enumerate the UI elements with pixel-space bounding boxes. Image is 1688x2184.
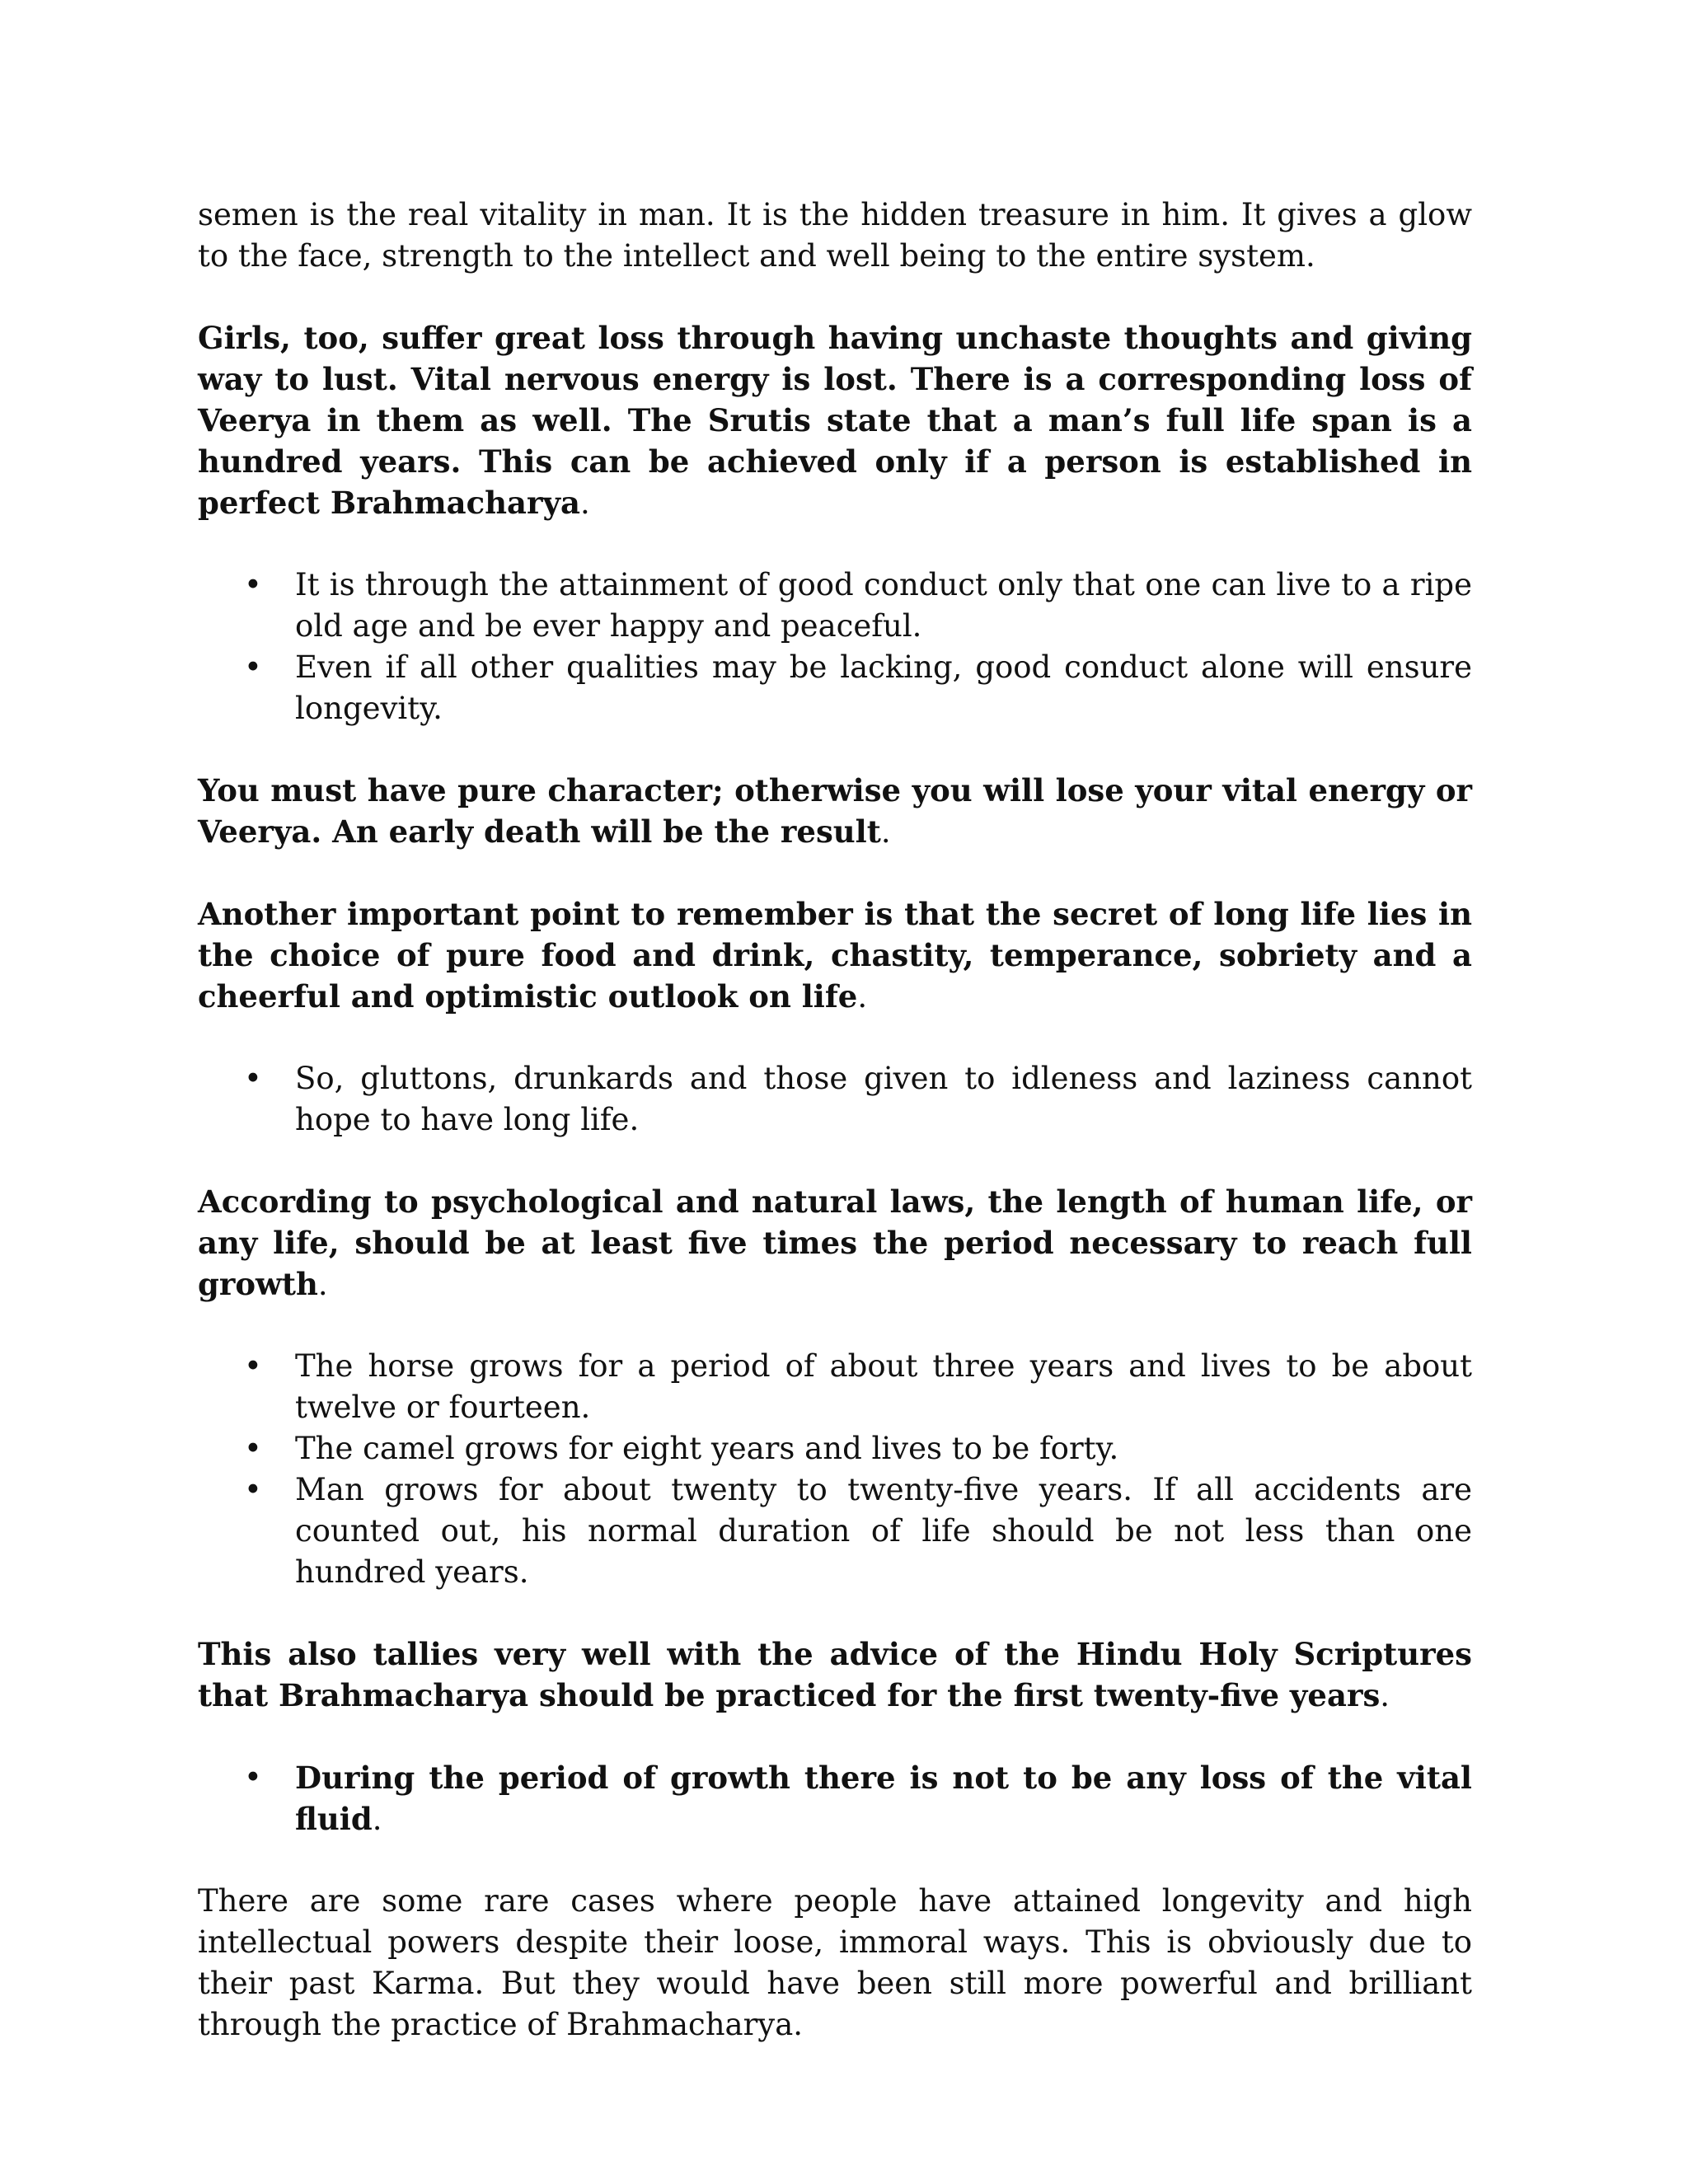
bullet-list-gluttons	[198, 1058, 1472, 1141]
bullet-list-vital-fluid	[198, 1757, 1472, 1840]
paragraph-period: .	[317, 1267, 328, 1302]
paragraph-text: According to psychological and natural laws, the length of human life, or any life, should be at least five times the period necessary to reach full growth	[198, 1183, 1472, 1302]
document-page	[198, 194, 1472, 2086]
paragraph-vitality	[198, 194, 1472, 277]
list-item	[198, 1757, 1472, 1840]
paragraph-long-life-secret	[198, 893, 1472, 1018]
bullet-list-growth-periods	[198, 1346, 1472, 1593]
paragraph-pure-character	[198, 770, 1472, 853]
list-item	[198, 1346, 1472, 1428]
list-item	[198, 1058, 1472, 1141]
paragraph-text: This also tallies very well with the advice of the Hindu Holy Scriptures that Brahmacharya should be practiced for the first twenty-five years	[198, 1636, 1472, 1713]
bullet-icon: •	[244, 1061, 262, 1096]
list-item-text: During the period of growth there is not to be any loss of the vital fluid	[295, 1760, 1472, 1837]
paragraph-period: .	[880, 814, 891, 850]
list-item-text: It is through the attainment of good conduct only that one can live to a ripe old age and be ever happy and peaceful.	[295, 567, 1472, 644]
paragraph-text: There are some rare cases where people have attained longevity and high intellectual powers despite their loose, immoral ways. This is obviously due to their past Karma. But they would have been still more powerful and brilliant through the practice of Brahmacharya.	[198, 1883, 1472, 2042]
list-item	[198, 565, 1472, 647]
paragraph-period: .	[580, 485, 590, 521]
bullet-icon: •	[244, 1431, 262, 1466]
bullet-icon: •	[244, 1348, 262, 1384]
list-item	[198, 1469, 1472, 1593]
paragraph-text: Girls, too, suffer great loss through having unchaste thoughts and giving way to lust. Vital nervous energy is lost. There is a corresponding loss of Veerya in them as well. The Srutis state that a man’s full life span is a hundred years. This can be achieved only if a person is established in perfect Brahmacharya	[198, 320, 1472, 521]
paragraph-period: .	[1380, 1678, 1390, 1713]
bullet-list-good-conduct	[198, 565, 1472, 729]
paragraph-text: Another important point to remember is that the secret of long life lies in the choice of pure food and drink, chastity, temperance, sobriety and a cheerful and optimistic outlook on life	[198, 896, 1472, 1015]
list-item-text: Man grows for about twenty to twenty-five years. If all accidents are counted out, his normal duration of life should be not less than one hundred years.	[295, 1472, 1472, 1590]
paragraph-scriptures	[198, 1633, 1472, 1717]
paragraph-girls-loss	[198, 317, 1472, 524]
bullet-icon: •	[244, 567, 262, 602]
paragraph-text: semen is the real vitality in man. It is the hidden treasure in him. It gives a glow to the face, strength to the intellect and well being to the entire system.	[198, 197, 1472, 274]
list-item-text: The horse grows for a period of about three years and lives to be about twelve or fourteen.	[295, 1348, 1472, 1425]
list-item-period: .	[372, 1802, 382, 1837]
paragraph-natural-laws	[198, 1181, 1472, 1305]
bullet-icon: •	[244, 1472, 262, 1507]
bullet-icon: •	[244, 1760, 262, 1795]
list-item-text: So, gluttons, drunkards and those given to idleness and laziness cannot hope to have long life.	[295, 1061, 1472, 1137]
list-item	[198, 647, 1472, 729]
paragraph-text: You must have pure character; otherwise you will lose your vital energy or Veerya. An early death will be the result	[198, 772, 1472, 850]
paragraph-period: .	[857, 979, 868, 1015]
bullet-icon: •	[244, 649, 262, 685]
paragraph-rare-cases	[198, 1881, 1472, 2046]
list-item-text: The camel grows for eight years and lives to be forty.	[295, 1431, 1119, 1466]
list-item-text: Even if all other qualities may be lacking, good conduct alone will ensure longevity.	[295, 649, 1472, 726]
list-item	[198, 1428, 1472, 1469]
